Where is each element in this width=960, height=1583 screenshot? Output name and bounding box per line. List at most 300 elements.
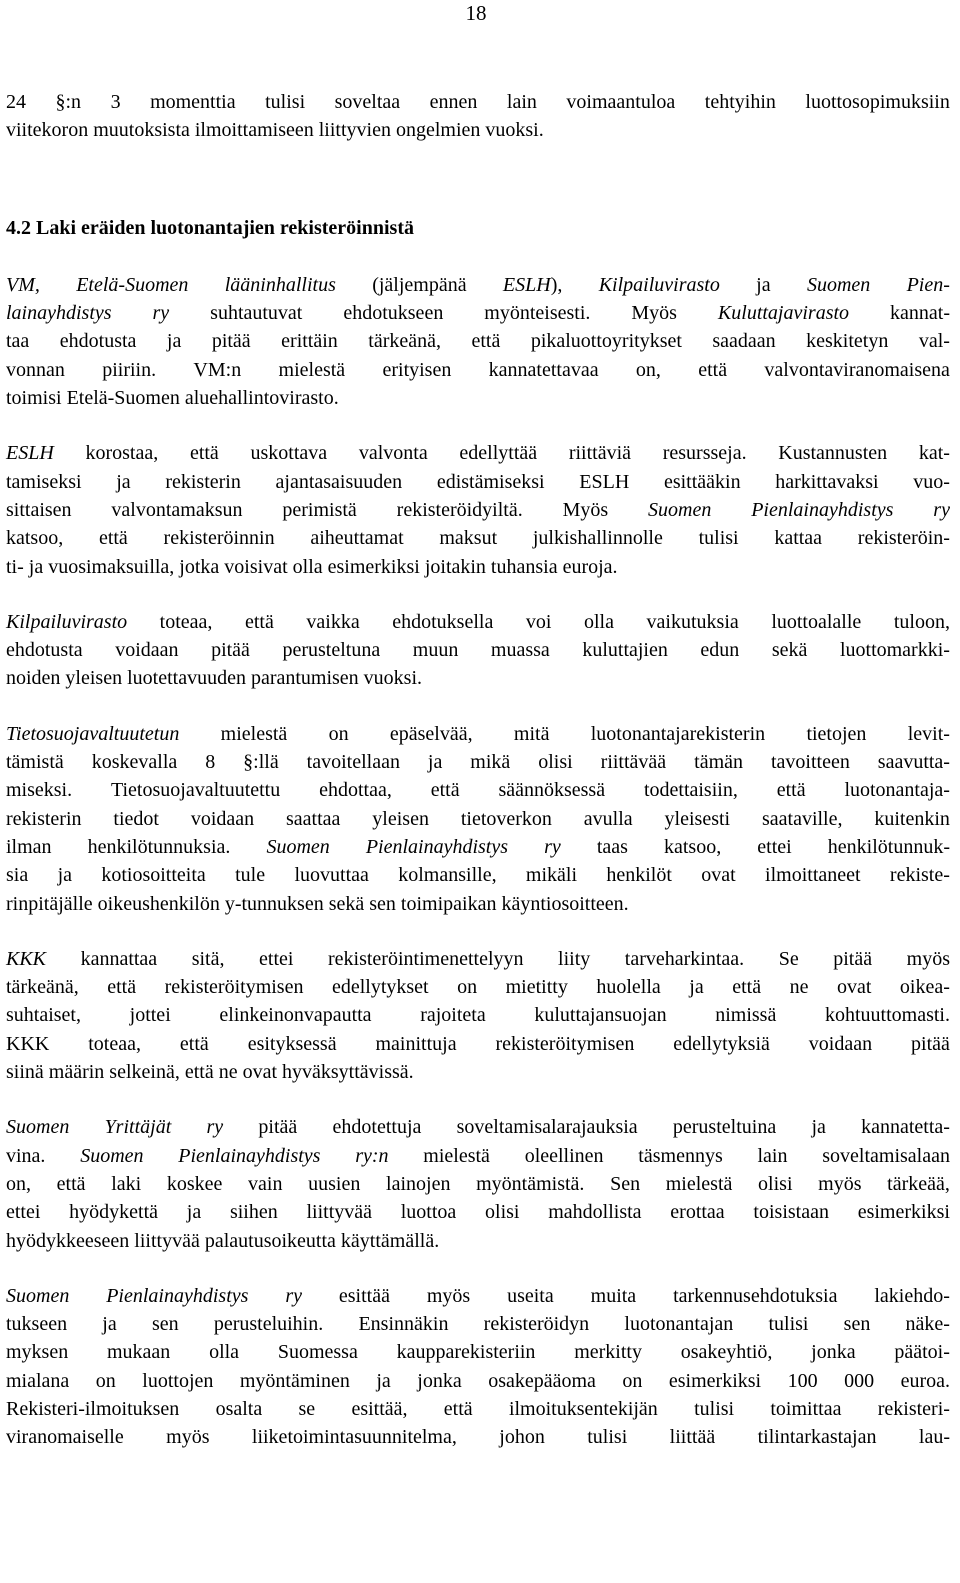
word: ja [756,273,771,296]
word: tulisi [768,1313,809,1336]
word: luottosopimuksiin [805,91,950,113]
text-line [6,1198,950,1226]
word: yleisen [372,807,429,830]
word: tietojen [806,722,867,745]
word: kaupparekisteriin [396,1341,536,1364]
word: mikä [470,751,511,774]
word: esittääkin [663,470,741,493]
word: vina. [6,1144,46,1167]
word: rekisteröidyiltä. [396,498,523,521]
word: rekisterin [165,470,241,493]
word: tärkeänä, [368,330,441,353]
word: mialana [6,1369,70,1392]
word: että [56,1172,86,1195]
text-line [6,439,950,467]
text-line [6,299,950,327]
word: soveltamisalarajauksia [456,1116,638,1139]
text-line [6,1367,950,1395]
word: ja [186,1201,202,1224]
word: KKK [6,1032,50,1055]
text-line [6,496,950,524]
word: erityisen [382,358,452,381]
word: kuluttajansuojan [534,1004,667,1027]
word: lääninhallitus [224,273,336,296]
word: mahdollista [548,1201,642,1224]
word: myksen [6,1341,69,1364]
word: ESLH), [502,273,563,296]
word: voimaantuloa [566,91,676,113]
word: ehdotusta [6,639,83,662]
word: perusteluihin. [213,1313,324,1336]
word: jottei [129,1004,171,1027]
word: ESLH [579,470,630,493]
text-run: noiden yleisen luotettavuuden parantumisen vuoksi. [6,667,423,690]
paragraph [6,1113,950,1254]
word: rajoiteta [420,1004,486,1027]
text-line [6,1030,950,1058]
word: saattaa [286,807,341,830]
word: ilman [6,835,52,858]
paragraph [6,945,950,1086]
word: lau- [918,1426,950,1449]
word: yleisesti [664,807,731,830]
word: mielestä [278,358,346,381]
word: Pienlainayhdistys [365,835,509,858]
word: osakepääoma [488,1369,596,1392]
word: ry [285,1284,302,1307]
word: ilmoituksentekijän [508,1397,658,1420]
word: Kilpailuvirasto [598,273,720,296]
word: ettei [259,947,294,970]
text-line [6,553,950,581]
word: kattaa [774,527,823,550]
word: vaikka [306,610,360,633]
word: ja [116,470,131,493]
word: tulisi [265,91,306,113]
word: siihen [229,1201,278,1224]
word: KKK [6,947,47,970]
word: ry:n [355,1144,389,1167]
word: Myös [562,498,609,521]
word: suhtautuvat [210,302,303,325]
word: tulisi [587,1426,628,1449]
word: ry [206,1116,224,1139]
word: ehdotuksella [392,610,494,633]
word: että [189,442,219,465]
word: julkishallinnolle [532,527,663,550]
word: suhtaiset, [6,1004,81,1027]
word: henkilötunnuksia. [87,835,231,858]
page-number: 18 [465,1,487,25]
word: Etelä-Suomen [76,273,189,296]
text-line [6,1113,950,1141]
word: ehdottaa, [319,779,392,802]
word: Suomen [6,1284,70,1307]
word: levit- [907,722,950,745]
word: tarkennusehdotuksia [673,1284,838,1307]
word: saataville, [761,807,843,830]
word: §:llä [243,751,279,774]
text-line [6,776,950,804]
word: rekisteröidyn [483,1313,590,1336]
word: mikäli [525,864,578,887]
word: merkitty [574,1341,642,1364]
word: lainojen [386,1172,451,1195]
word: taas [596,835,628,858]
word: jonka [417,1369,462,1392]
text-line [6,384,950,412]
text-run: rinpitäjälle oikeushenkilön y-tunnuksen sekä sen toimipaikan käyntiosoitteen. [6,892,629,915]
word: riittävää [600,751,667,774]
word: kannatettavaa [488,358,599,381]
word: valvontamaksun [111,498,243,521]
word: oikea- [899,976,950,999]
word: toimittaa [770,1397,842,1420]
word: mietitty [505,976,568,999]
word: ajantasaisuuden [275,470,403,493]
text-line [6,1227,950,1255]
word: Sen [610,1172,641,1195]
word: Kilpailuvirasto [6,610,128,633]
word: miseksi. [6,779,73,802]
word: mielestä [665,1172,733,1195]
word: tilintarkastajan [757,1426,877,1449]
text-line [6,271,950,299]
word: Suomessa [277,1341,358,1364]
paragraph [6,1282,950,1452]
word: Ensinnäkin [358,1313,449,1336]
word: on [95,1369,116,1392]
word: luottoa [400,1201,457,1224]
word: perusteltuina [672,1116,777,1139]
word: kuluttajien [582,639,668,662]
word: että [244,610,274,633]
word: sitä, [191,947,225,970]
text-run: siinä määrin selkeinä, että ne ovat hyväksyttävissä. [6,1061,414,1084]
word: §:n [55,91,82,113]
word: tulisi [698,527,739,550]
word: erottaa [670,1201,725,1224]
word: rekisteröintimenettelyyn [328,947,524,970]
word: ettei [6,1201,41,1224]
word: Suomen [806,273,871,296]
word: tukseen [6,1313,68,1336]
word: ilmoittaneet [765,864,861,887]
word: rekisteröitymisen [164,976,304,999]
word: luottojen [142,1369,214,1392]
word: Suomen [266,835,330,858]
word: Suomen [648,498,712,521]
word: olla [209,1341,240,1364]
word: vain [248,1172,283,1195]
word: avulla [583,807,633,830]
word: voi [525,610,552,633]
text-line [6,116,950,144]
word: kannatetta- [861,1116,950,1139]
word: tulisi [694,1397,735,1420]
word: pitää [911,1032,950,1055]
paragraph [6,608,950,693]
word: sen [151,1313,179,1336]
word: Suomen [80,1144,144,1167]
text-run: viitekoron muutoksista ilmoittamiseen liittyvien ongelmien vuoksi. [6,119,544,142]
document-body [6,88,950,1452]
word: henkilöt [606,864,672,887]
word: kannat- [890,302,950,325]
word: lakiehdo- [874,1284,950,1307]
word: rekisteröinnin [163,527,275,550]
word: 100 [787,1369,818,1392]
word: Tietosuojavaltuutettu [110,779,281,802]
word: ovat [836,976,872,999]
paragraph [6,88,950,145]
word: VM, [6,273,40,296]
word: lainayhdistys [6,302,112,325]
word: Se [778,947,799,970]
word: edistämiseksi [436,470,545,493]
word: ettei [757,835,792,858]
word: luotonantajarekisterin [590,722,766,745]
word: nimissä [715,1004,777,1027]
word: perusteltuna [282,639,381,662]
word: oleellinen [524,1144,604,1167]
word: luotonantaja- [844,779,950,802]
word: val- [918,330,950,353]
word: Pien- [906,273,950,296]
word: ESLH [6,442,54,465]
word: olisi [538,751,573,774]
word: valvonta [358,442,428,465]
word: muassa [490,639,550,662]
word: luottoalalle [771,610,862,633]
text-line [6,1310,950,1338]
word: esityksessä [247,1032,337,1055]
word: ry [933,498,950,521]
word: Suomen [6,1116,70,1139]
word: päätoi- [894,1341,950,1364]
word: lain [757,1144,788,1167]
word: esimerkiksi [668,1369,762,1392]
text-run: ti- ja vuosimaksuilla, jotka voisivat olla esimerkiksi joitakin tuhansia euroja. [6,555,618,578]
text-line [6,88,950,116]
word: myös [166,1426,210,1449]
word: jonka [811,1341,856,1364]
word: että [443,1397,473,1420]
word: myös [818,1172,862,1195]
word: toteaa, [159,610,213,633]
word: että [430,779,460,802]
word: aiheuttamat [310,527,404,550]
word: että [471,330,501,353]
word: korostaa, [85,442,159,465]
word: että [179,1032,209,1055]
word: toteaa, [88,1032,141,1055]
text-line [6,524,950,552]
word: saadaan [712,330,776,353]
word: soveltaa [334,91,401,113]
word: sia [6,864,29,887]
word: 3 [110,91,121,113]
text-line [6,748,950,776]
word: tärkeänä, [6,976,79,999]
word: sittaisen [6,498,72,521]
word: että [107,976,137,999]
word: luotonantajan [624,1313,734,1336]
word: soveltamisalaan [822,1144,950,1167]
word: on [622,1369,643,1392]
text-line [6,1282,950,1310]
word: näke- [905,1313,950,1336]
word: muita [590,1284,637,1307]
word: erittäin [281,330,338,353]
text-line [6,664,950,692]
word: sen [843,1313,871,1336]
word: 24 [6,91,26,113]
word: ennen [429,91,478,113]
word: edellytyksiä [673,1032,770,1055]
word: täsmennys [638,1144,723,1167]
word: rekisterin [6,807,82,830]
word: rekisteröitymisen [495,1032,635,1055]
text-line [6,1058,950,1086]
word: ry [152,302,170,325]
word: koskevalla [91,751,178,774]
word: rekisteri- [877,1397,950,1420]
text-line [6,468,950,496]
paragraph [6,271,950,412]
word: voidaan [115,639,179,662]
word: (jäljempänä [372,273,467,296]
word: Kustannusten [778,442,888,465]
word: vuo- [913,470,950,493]
word: liiketoimintasuunnitelma, [251,1426,457,1449]
word: kolmansille, [398,864,497,887]
word: kat- [918,442,950,465]
section-heading: 4.2 Laki eräiden luotonantajien rekisteröinnistä [6,216,414,239]
word: useita [507,1284,554,1307]
word: uusien [308,1172,361,1195]
word: myös [906,947,950,970]
word: epäselvää, [389,722,473,745]
word: perimistä [282,498,357,521]
word: euroa. [900,1369,950,1392]
word: pitää [258,1116,298,1139]
word: henkilötunnuk- [827,835,950,858]
text-line [6,636,950,664]
word: huolella [596,976,661,999]
word: voidaan [808,1032,873,1055]
text-line [6,608,950,636]
word: tavoitellaan [306,751,400,774]
word: liittää [669,1426,716,1449]
text-line [6,805,950,833]
word: Rekisteri-ilmoituksen [6,1397,180,1420]
word: valvontaviranomaisena [764,358,950,381]
word: se [298,1397,316,1420]
word: laki [111,1172,142,1195]
text-line [6,890,950,918]
word: ovat [701,864,736,887]
word: tamiseksi [6,470,82,493]
word: keskitetyn [806,330,889,353]
word: ehdotusta [59,330,137,353]
word: uskottava [250,442,328,465]
word: vonnan [6,358,65,381]
word: liity [558,947,591,970]
word: tule [235,864,266,887]
word: Pienlainayhdistys [751,498,894,521]
text-line [6,1423,950,1451]
word: ja [811,1116,826,1139]
word: katsoo, [663,835,722,858]
word: Kuluttajavirasto [717,302,850,325]
word: liittyvää [306,1201,373,1224]
word: sekä [771,639,808,662]
word: olla [584,610,614,633]
word: myöntämistä. [476,1172,585,1195]
word: osalta [215,1397,263,1420]
word: rekiste- [889,864,950,887]
text-line [6,945,950,973]
word: vaikutuksia [646,610,739,633]
word: edellyttää [459,442,538,465]
text-run: hyödykkeeseen liittyvää palautusoikeutta käyttämällä. [6,1229,440,1252]
word: Myös [631,302,677,325]
word: mukaan [106,1341,171,1364]
word: pitää [211,639,250,662]
word: tiedot [113,807,159,830]
word: kannattaa [80,947,158,970]
text-line [6,356,950,384]
word: tietoverkon [460,807,552,830]
word: resursseja. [662,442,747,465]
word: mitä [513,722,550,745]
word: että [732,976,762,999]
word: että [776,779,806,802]
word: esimerkiksi [857,1201,950,1224]
word: ja [102,1313,117,1336]
word: elinkeinonvapautta [219,1004,372,1027]
word: että [98,527,128,550]
word: myöntäminen [239,1369,350,1392]
word: johon [499,1426,545,1449]
word: maksut [439,527,498,550]
word: ry [544,835,561,858]
word: toisistaan [753,1201,829,1224]
word: ne [789,976,809,999]
word: ja [427,751,443,774]
word: kuitenkin [874,807,950,830]
text-line [6,973,950,1001]
word: ja [57,864,72,887]
text-line [6,833,950,861]
text-line [6,1338,950,1366]
word: ehdotettuja [332,1116,422,1139]
word: riittäviä [568,442,632,465]
word: 8 [205,751,216,774]
word: taa [6,330,30,353]
word: tarveharkintaa. [624,947,745,970]
paragraph [6,720,950,918]
word: olisi [758,1172,793,1195]
word: tavoitteen [770,751,850,774]
word: todettaisiin, [643,779,738,802]
word: lain [506,91,537,113]
word: että [698,358,728,381]
word: momenttia [150,91,236,113]
paragraph [6,439,950,580]
word: on [457,976,478,999]
